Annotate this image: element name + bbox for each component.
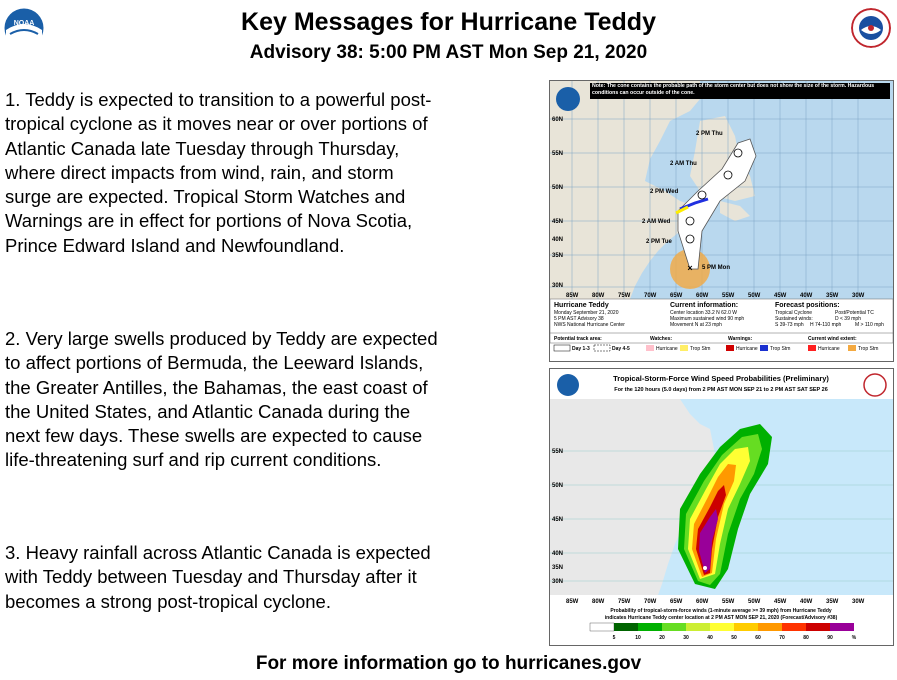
svg-text:55N: 55N <box>552 151 564 157</box>
svg-text:Trop Stm: Trop Stm <box>690 346 711 352</box>
svg-text:Hurricane: Hurricane <box>818 346 840 352</box>
svg-text:60W: 60W <box>696 293 709 299</box>
noaa-small-logo <box>556 87 580 111</box>
svg-text:35W: 35W <box>826 599 839 605</box>
svg-text:30W: 30W <box>852 599 865 605</box>
svg-text:30W: 30W <box>852 293 865 299</box>
svg-text:55N: 55N <box>552 449 564 455</box>
svg-text:45W: 45W <box>774 599 787 605</box>
forecast-cone-map <box>549 80 894 362</box>
svg-text:80W: 80W <box>592 599 605 605</box>
svg-text:S 39-73 mph: S 39-73 mph <box>775 322 804 328</box>
svg-text:Hurricane: Hurricane <box>736 346 758 352</box>
svg-text:Trop Stm: Trop Stm <box>858 346 879 352</box>
svg-text:80W: 80W <box>592 293 605 299</box>
svg-text:Watches:: Watches: <box>650 336 673 342</box>
svg-text:Trop Stm: Trop Stm <box>770 346 791 352</box>
key-message-2: 2. Very large swells produced by Teddy are expected to affect portions of Bermuda, the Leeward Islands, the Greater Antilles, the Bahamas, the east coast of the United States, and Atlantic Canada during the next few days. These swells are expected to cause life-threatening surf and rip current conditions. <box>5 328 438 471</box>
noaa-small-logo-2 <box>557 374 579 396</box>
key-message-3: 3. Heavy rainfall across Atlantic Canada is expected with Teddy between Tuesday and Thursday after it becomes a strong post-tropical cyclone. <box>5 542 431 612</box>
page-title: Key Messages for Hurricane Teddy <box>241 8 656 36</box>
svg-text:55W: 55W <box>722 293 735 299</box>
svg-text:70W: 70W <box>644 599 657 605</box>
label-2am-wed: 2 AM Wed <box>642 219 671 225</box>
svg-text:20: 20 <box>659 635 665 641</box>
key-message-1: 1. Teddy is expected to transition to a powerful post-tropical cyclone as it moves near or over portions of Atlantic Canada late Tuesday through Thursday, where direct impacts from wind, rain, and storm surge are expected. Tropical Storm Watches and Warnings are in effect for portions of Nova Scotia, Prince Edward Island and Newfoundland. <box>5 89 432 256</box>
label-2pm-wed: 2 PM Wed <box>650 189 679 195</box>
svg-text:80: 80 <box>803 635 809 641</box>
cone-note: Note: The cone contains the probable path of the storm center but does not show the size of the storm. Hazardous conditions can occur outside of the cone. <box>592 83 875 96</box>
svg-text:70W: 70W <box>644 293 657 299</box>
svg-text:85W: 85W <box>566 293 579 299</box>
svg-text:5 PM AST Advisory 38: 5 PM AST Advisory 38 <box>554 316 604 322</box>
svg-text:50W: 50W <box>748 293 761 299</box>
svg-text:40W: 40W <box>800 599 813 605</box>
svg-text:Tropical Cyclone: Tropical Cyclone <box>775 310 813 316</box>
svg-text:M > 110 mph: M > 110 mph <box>855 322 884 328</box>
svg-text:NWS National Hurricane Center: NWS National Hurricane Center <box>554 322 625 328</box>
svg-text:65W: 65W <box>670 293 683 299</box>
prob-subtitle: For the 120 hours (5.0 days) from 2 PM AST MON SEP 21 to 2 PM AST SAT SEP 26 <box>614 387 828 393</box>
nws-small-logo <box>864 374 886 396</box>
svg-text:D < 39 mph: D < 39 mph <box>835 316 861 322</box>
storm-center-marker <box>703 566 707 570</box>
label-2am-thu: 2 AM Thu <box>670 161 697 167</box>
label-2pm-thu: 2 PM Thu <box>696 131 723 137</box>
svg-text:60W: 60W <box>696 599 709 605</box>
prob-caption-1: Probability of tropical-storm-force winds (1-minute average >= 39 mph) from Hurricane Teddy <box>610 608 832 614</box>
svg-text:%: % <box>851 635 857 641</box>
footer-link-text: For more information go to hurricanes.gov <box>255 653 642 674</box>
svg-text:NOAA: NOAA <box>13 20 35 27</box>
svg-text:Hurricane Teddy: Hurricane Teddy <box>554 302 609 309</box>
svg-text:90: 90 <box>827 635 833 641</box>
svg-text:60: 60 <box>755 635 761 641</box>
svg-text:40N: 40N <box>552 551 564 557</box>
svg-text:Warnings:: Warnings: <box>728 336 753 342</box>
svg-text:Current wind extent:: Current wind extent: <box>808 336 857 342</box>
label-2pm-tue: 2 PM Tue <box>646 239 672 245</box>
svg-text:30N: 30N <box>552 579 564 585</box>
prob-title: Tropical-Storm-Force Wind Speed Probabilities (Preliminary) <box>613 374 829 383</box>
svg-text:30: 30 <box>683 635 689 641</box>
svg-text:Center location 33.2 N 62.0 W: Center location 33.2 N 62.0 W <box>670 310 737 316</box>
svg-text:Maximum sustained wind 90 mph: Maximum sustained wind 90 mph <box>670 316 745 322</box>
svg-text:5: 5 <box>612 635 616 641</box>
svg-text:40W: 40W <box>800 293 813 299</box>
label-5pm-mon: 5 PM Mon <box>702 265 730 271</box>
prob-caption-2: indicates Hurricane Teddy center location at 2 PM AST MON SEP 21, 2020 (Forecast/Advisory #38) <box>604 615 838 621</box>
svg-text:Potential track area:: Potential track area: <box>554 336 602 342</box>
svg-text:50W: 50W <box>748 599 761 605</box>
svg-text:50: 50 <box>731 635 737 641</box>
advisory-subtitle: Advisory 38: 5:00 PM AST Mon Sep 21, 2020 <box>249 42 648 63</box>
svg-text:H 74-110 mph: H 74-110 mph <box>810 322 842 328</box>
svg-text:35N: 35N <box>552 253 564 259</box>
svg-text:60N: 60N <box>552 117 564 123</box>
svg-text:35W: 35W <box>826 293 839 299</box>
svg-text:50N: 50N <box>552 483 564 489</box>
svg-text:75W: 75W <box>618 293 631 299</box>
svg-text:30N: 30N <box>552 283 564 289</box>
svg-text:50N: 50N <box>552 185 564 191</box>
svg-text:Movement N at 23 mph: Movement N at 23 mph <box>670 322 722 328</box>
svg-text:Current information:: Current information: <box>670 302 739 309</box>
svg-text:Forecast positions:: Forecast positions: <box>775 302 840 309</box>
svg-text:55W: 55W <box>722 599 735 605</box>
probability-color-scale <box>590 623 854 631</box>
svg-text:Monday September 21, 2020: Monday September 21, 2020 <box>554 310 619 316</box>
svg-text:Day 1-3: Day 1-3 <box>572 346 590 352</box>
svg-text:10: 10 <box>635 635 641 641</box>
svg-text:Sustained winds:: Sustained winds: <box>775 316 813 322</box>
svg-text:40: 40 <box>707 635 713 641</box>
svg-text:85W: 85W <box>566 599 579 605</box>
wind-probability-map <box>549 368 894 646</box>
svg-text:Hurricane: Hurricane <box>656 346 678 352</box>
svg-text:35N: 35N <box>552 565 564 571</box>
svg-text:45W: 45W <box>774 293 787 299</box>
svg-text:70: 70 <box>779 635 785 641</box>
svg-text:×: × <box>687 263 693 273</box>
svg-text:45N: 45N <box>552 219 564 225</box>
svg-text:75W: 75W <box>618 599 631 605</box>
svg-text:Day 4-5: Day 4-5 <box>612 346 630 352</box>
svg-text:Post/Potential TC: Post/Potential TC <box>835 310 874 316</box>
svg-text:45N: 45N <box>552 517 564 523</box>
svg-text:40N: 40N <box>552 237 564 243</box>
svg-text:65W: 65W <box>670 599 683 605</box>
